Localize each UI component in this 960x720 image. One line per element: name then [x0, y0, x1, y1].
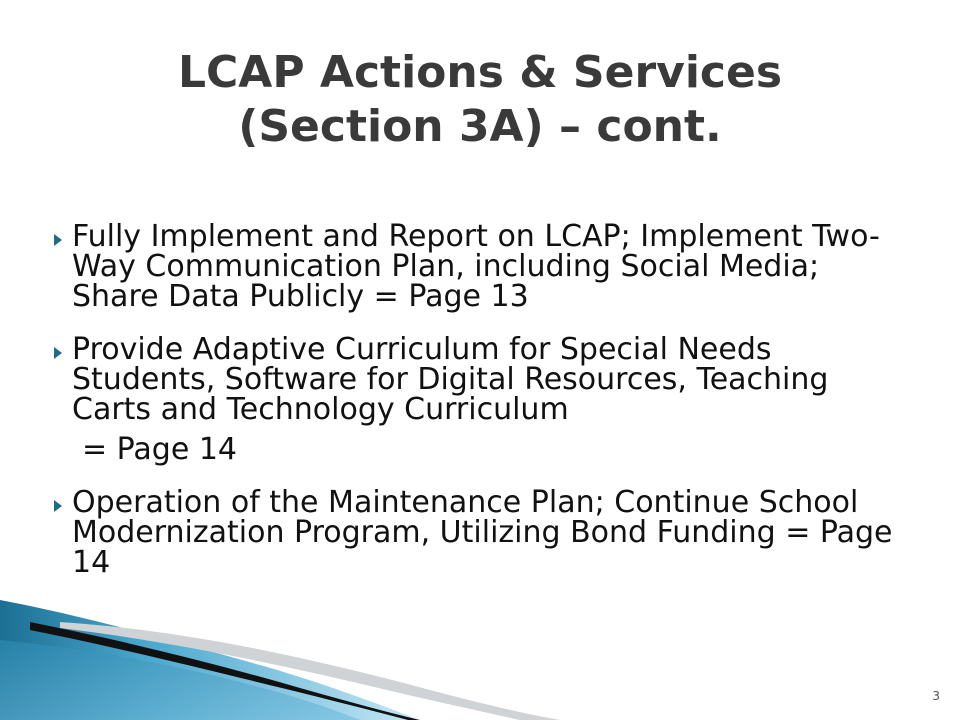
- wave-band-black: [30, 622, 420, 720]
- bullet-text: Operation of the Maintenance Plan; Continue School Modernization Program, Utilizing Bond Funding = Page 14: [72, 485, 893, 580]
- wave-band-blue: [0, 600, 420, 720]
- title-line-1: LCAP Actions & Services: [177, 47, 783, 98]
- triangle-bullet-icon: [54, 347, 62, 359]
- title-line-2: (Section 3A) – cont.: [238, 101, 722, 152]
- bullet-continuation: = Page 14: [82, 432, 238, 467]
- triangle-bullet-icon: [54, 500, 62, 512]
- slide-title: [130, 46, 830, 154]
- bullet-text: Provide Adaptive Curriculum for Special Needs Students, Software for Digital Resources, Teaching Carts and Technology Curriculum: [72, 332, 829, 427]
- bullet-item-3: [52, 485, 912, 580]
- bullet-item-1: [52, 219, 912, 314]
- bullet-list: [52, 219, 912, 601]
- bullet-item-2: [52, 332, 912, 467]
- page-number: 3: [932, 689, 940, 703]
- wave-band-gray: [60, 622, 560, 720]
- bullet-text: Fully Implement and Report on LCAP; Implement Two-Way Communication Plan, including Social Media; Share Data Publicly = Page 13: [72, 219, 880, 314]
- triangle-bullet-icon: [54, 234, 62, 246]
- wave-band-light: [0, 640, 360, 720]
